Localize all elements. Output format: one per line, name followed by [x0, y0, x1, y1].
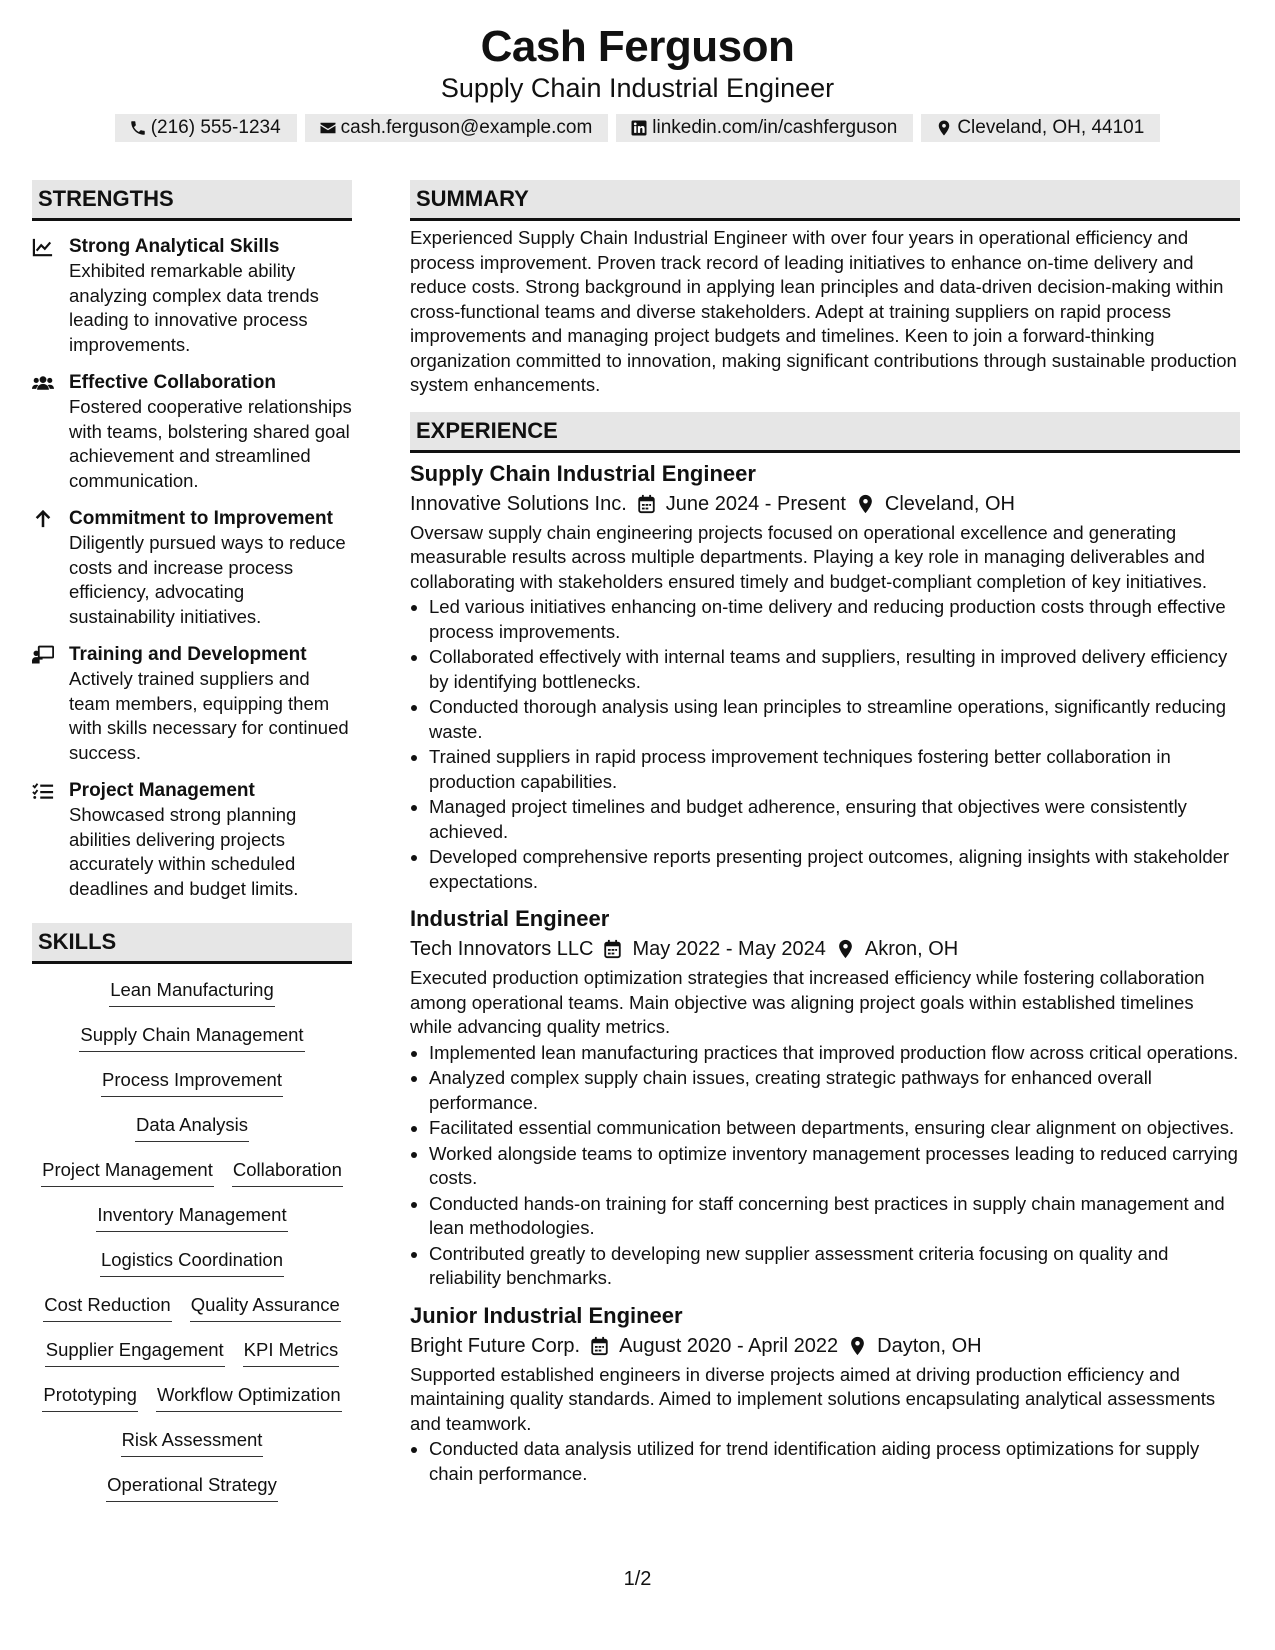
strength-title: Strong Analytical Skills [69, 236, 280, 257]
map-pin-icon [848, 1336, 867, 1356]
strengths-heading: STRENGTHS [32, 180, 352, 221]
skill-tag: Collaboration [232, 1158, 343, 1187]
summary-heading: SUMMARY [410, 180, 1240, 221]
phone-icon [129, 119, 147, 137]
envelope-icon [319, 119, 337, 137]
skills-list [32, 978, 352, 1518]
list-item: • Collaborated effectively with internal teams and suppliers, resulting in improved delivery efficiency by identifying bottlenecks. [429, 645, 1240, 694]
job-entry [410, 1301, 1240, 1487]
linkedin-text[interactable]: linkedin.com/in/cashferguson [652, 117, 898, 138]
job-meta [410, 489, 1240, 519]
job-bullets [410, 1041, 1240, 1291]
summary-text: Experienced Supply Chain Industrial Engineer with over four years in operational efficiency and process improvement. Proven track record of leading initiatives to enhance on-time delivery and reduce costs. Strong background in applying lean principles and data-driven decision-making within cross-functional teams and diverse stakeholders. Adept at training suppliers on rapid process improvements and managing project budgets and timelines. Keen to join a forward-thinking organization committed to innovation, making significant contributions through sustainable production system enhancements. [410, 227, 1237, 395]
list-item: • Facilitated essential communication between departments, ensuring clear alignment on objectives. [429, 1116, 1240, 1141]
chart-line-icon [32, 235, 69, 357]
job-entry [410, 904, 1240, 1291]
strength-item [32, 235, 352, 357]
list-item: • Developed comprehensive reports presenting project outcomes, aligning insights with stakeholder expectations. [429, 845, 1240, 894]
skill-tag: Cost Reduction [43, 1293, 171, 1322]
list-item: • Led various initiatives enhancing on-time delivery and reducing production costs through effective process improvements. [429, 595, 1240, 644]
job-location: Dayton, OH [877, 1334, 982, 1357]
job-dates: May 2022 - May 2024 [632, 938, 826, 960]
candidate-name: Cash Ferguson [480, 22, 795, 71]
list-item: • Conducted data analysis utilized for trend identification aiding process optimizations for supply chain performance. [429, 1437, 1240, 1486]
skill-tag: Quality Assurance [190, 1293, 341, 1322]
job-meta [410, 934, 1240, 964]
skill-tag: Supply Chain Management [79, 1023, 304, 1052]
job-title: Industrial Engineer [410, 906, 610, 931]
left-column [32, 180, 352, 1518]
skill-tag: Prototyping [42, 1383, 138, 1412]
strength-desc: Showcased strong planning abilities delivering projects accurately within scheduled deadlines and budget limits. [69, 804, 299, 899]
strength-item [32, 371, 352, 493]
job-bullets [410, 1437, 1240, 1486]
skill-tag: Supplier Engagement [45, 1338, 225, 1367]
job-title: Supply Chain Industrial Engineer [410, 460, 756, 486]
list-check-icon [32, 779, 69, 901]
strength-item [32, 779, 352, 901]
calendar-icon [590, 1336, 609, 1356]
strength-item [32, 507, 352, 629]
list-item: • Conducted hands-on training for staff concerning best practices in supply chain management and lean methodologies. [429, 1192, 1240, 1241]
job-description: Supported established engineers in diverse projects aimed at driving production efficiency and maintaining quality standards. Aimed to implement solutions encapsulating analytical assessments and teamwork. [410, 1363, 1216, 1434]
list-item: • Conducted thorough analysis using lean principles to streamline operations, significantly reducing waste. [429, 695, 1240, 744]
job-title: Junior Industrial Engineer [410, 1302, 683, 1328]
list-item: • Trained suppliers in rapid process improvement techniques fostering better collaboration in production capabilities. [429, 745, 1240, 794]
strength-title: Commitment to Improvement [69, 508, 333, 529]
job-dates: August 2020 - April 2022 [619, 1334, 839, 1357]
job-meta [410, 1331, 1240, 1361]
job-description: Executed production optimization strategies that increased efficiency while fostering collaboration among operational teams. Main objective was aligning project goals within established timelines while advancing quality metrics. [410, 967, 1205, 1037]
strength-desc: Actively trained suppliers and team members, equipping them with skills necessary for continued success. [69, 668, 349, 763]
contact-email[interactable] [305, 114, 609, 142]
list-item: • Implemented lean manufacturing practices that improved production flow across critical operations. [429, 1041, 1240, 1066]
job-bullets [410, 595, 1240, 894]
job-location: Akron, OH [864, 938, 959, 960]
strength-desc: Exhibited remarkable ability analyzing complex data trends leading to innovative process improvements. [69, 260, 319, 355]
location-text: Cleveland, OH, 44101 [957, 117, 1145, 138]
skill-tag: Operational Strategy [106, 1473, 278, 1502]
strength-item [32, 643, 352, 765]
phone-text: (216) 555-1234 [150, 117, 281, 138]
map-pin-icon [856, 494, 875, 514]
company-name: Innovative Solutions Inc. [410, 492, 627, 515]
skill-tag: Logistics Coordination [100, 1248, 284, 1277]
users-icon [32, 371, 69, 493]
skill-tag: Data Analysis [135, 1113, 249, 1142]
skills-heading: SKILLS [32, 923, 352, 964]
calendar-icon [603, 939, 622, 959]
skill-tag: Workflow Optimization [156, 1383, 342, 1412]
strength-title: Effective Collaboration [69, 372, 276, 393]
arrow-up-icon [32, 507, 69, 629]
right-column [410, 180, 1240, 1486]
skill-tag: Risk Assessment [121, 1428, 264, 1457]
job-entry [410, 459, 1240, 895]
strength-desc: Diligently pursued ways to reduce costs and increase process efficiency, advocating sustainability initiatives. [69, 532, 346, 627]
strengths-list [32, 235, 352, 901]
list-item: • Worked alongside teams to optimize inventory management processes leading to reduced carrying costs. [429, 1142, 1240, 1191]
contact-phone [115, 114, 297, 142]
strength-title: Project Management [69, 780, 255, 801]
contact-bar [0, 114, 1275, 142]
chalkboard-teacher-icon [32, 643, 69, 765]
map-pin-icon [935, 119, 953, 137]
list-item: • Managed project timelines and budget adherence, ensuring that objectives were consistently achieved. [429, 795, 1240, 844]
page-number: 1/2 [623, 1568, 652, 1590]
contact-linkedin[interactable] [616, 114, 913, 142]
candidate-title: Supply Chain Industrial Engineer [440, 73, 835, 103]
strength-title: Training and Development [69, 644, 307, 665]
skill-tag: Lean Manufacturing [109, 978, 275, 1007]
map-pin-icon [836, 939, 855, 959]
linkedin-icon [630, 119, 648, 137]
strength-desc: Fostered cooperative relationships with teams, bolstering shared goal achievement and streamlined communication. [69, 396, 352, 491]
email-text[interactable]: cash.ferguson@example.com [340, 117, 593, 138]
calendar-icon [637, 494, 656, 514]
job-description: Oversaw supply chain engineering projects focused on operational excellence and generating measurable results across multiple departments. Playing a key role in managing deliverables and collaborating with stakeholders ensured timely and budget-compliant completion of key initiatives. [410, 521, 1207, 592]
company-name: Tech Innovators LLC [410, 938, 594, 960]
skill-tag: Project Management [41, 1158, 214, 1187]
company-name: Bright Future Corp. [410, 1334, 581, 1357]
list-item: • Contributed greatly to developing new supplier assessment criteria focusing on quality and reliability benchmarks. [429, 1242, 1240, 1291]
list-item: • Analyzed complex supply chain issues, creating strategic pathways for enhanced overall performance. [429, 1066, 1240, 1115]
job-dates: June 2024 - Present [665, 492, 846, 515]
skill-tag: Process Improvement [101, 1068, 283, 1097]
skill-tag: Inventory Management [96, 1203, 287, 1232]
contact-location [921, 114, 1160, 142]
job-location: Cleveland, OH [884, 492, 1015, 515]
experience-heading: EXPERIENCE [410, 412, 1240, 453]
skill-tag: KPI Metrics [243, 1338, 340, 1367]
